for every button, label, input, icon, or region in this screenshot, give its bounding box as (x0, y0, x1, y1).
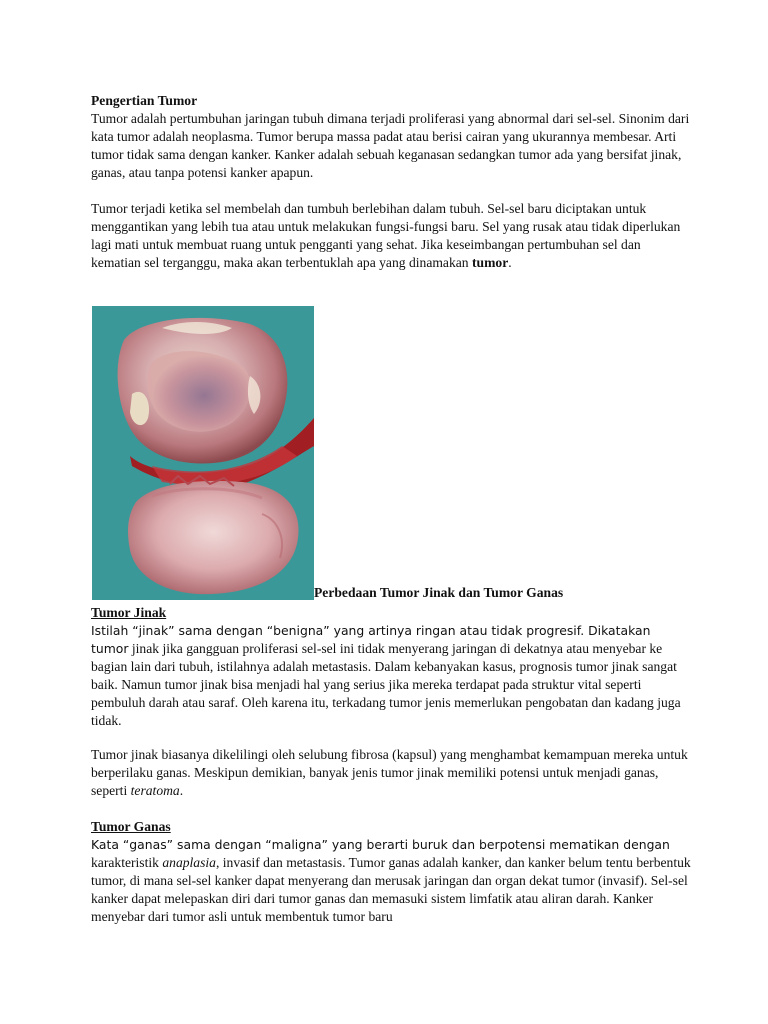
paragraph-ganas-1 (91, 836, 691, 926)
figure (92, 306, 732, 600)
paragraph-ganas-1-lead: Kata “ganas” sama dengan “maligna” yang berarti buruk dan berpotensi mematikan dengan (91, 837, 670, 852)
paragraph-cause-end: . (508, 255, 512, 270)
paragraph-jinak-2-end: . (179, 783, 184, 798)
tumor-specimen-photo (92, 306, 314, 600)
paragraph-jinak-2 (91, 746, 691, 800)
heading-pengertian-tumor: Pengertian Tumor (91, 93, 198, 108)
section-tumor-jinak-2 (91, 746, 691, 800)
heading-tumor-ganas: Tumor Ganas (91, 819, 171, 834)
section-tumor-ganas (91, 818, 691, 926)
paragraph-jinak-1 (91, 622, 691, 730)
italic-term-anaplasia: anaplasia (162, 855, 216, 870)
paragraph-jinak-2-text: Tumor jinak biasanya dikelilingi oleh selubung fibrosa (kapsul) yang menghambat kemampuan mereka untuk berperilaku ganas. Meskipun demikian, banyak jenis tumor jinak memiliki potensi untuk menjadi ganas, seperti (91, 747, 688, 798)
paragraph-jinak-1-lead: Istilah “jinak” sama dengan “benigna” yang artinya ringan atau tidak progresif. Dikatakan tumor (91, 623, 651, 656)
paragraph-ganas-1-rest: , invasif dan metastasis. Tumor ganas adalah kanker, dan kanker belum tentu berbentuk tumor, di mana sel-sel kanker dapat menyerang dan merusak jaringan dan organ dekat tumor (invasif). Sel-sel kanker dapat melepaskan diri dari tumor ganas dan memasuki sistem limfatik atau aliran darah. Kanker menyebar dari tumor asli untuk membentuk tumor baru (91, 855, 691, 924)
figure-caption: Perbedaan Tumor Jinak dan Tumor Ganas (314, 585, 564, 600)
bold-term-tumor: tumor (471, 255, 509, 270)
paragraph-cause-text: Tumor terjadi ketika sel membelah dan tumbuh berlebihan dalam tubuh. Sel-sel baru diciptakan untuk menggantikan yang lebih tua atau untuk melakukan fungsi-fungsi baru. Sel yang rusak atau tidak diperlukan lagi mati untuk membuat ruang untuk pengganti yang sehat. Jika keseimbangan pertumbuhan sel dan kematian sel terganggu, maka akan terbentuklah apa yang dinamakan (91, 201, 681, 270)
heading-tumor-jinak: Tumor Jinak (91, 605, 167, 620)
section-tumor-jinak (91, 604, 691, 730)
paragraph-ganas-1-pre: karakteristik (91, 855, 163, 870)
paragraph-cause (91, 200, 691, 272)
section-pengertian-2 (91, 200, 691, 272)
section-pengertian (91, 92, 691, 182)
paragraph-jinak-1-rest: jinak jika gangguan proliferasi sel-sel ini tidak menyerang jaringan di dekatnya atau menyebar ke bagian lain dari tubuh, istilahnya adalah metastasis. Dalam kebanyakan kasus, prognosis tumor jinak sangat baik. Namun tumor jinak bisa menjadi hal yang serius jika mereka terdapat pada struktur vital seperti pembuluh darah atau saraf. Oleh karena itu, terkadang tumor jenis memerlukan pengobatan dan kadang juga tidak. (91, 641, 681, 728)
paragraph-definition: Tumor adalah pertumbuhan jaringan tubuh dimana terjadi proliferasi yang abnormal dari sel-sel. Sinonim dari kata tumor adalah neoplasma. Tumor berupa massa padat atau berisi cairan yang ukurannya membesar. Arti tumor tidak sama dengan kanker. Kanker adalah sebuah keganasan sedangkan tumor ada yang bersifat jinak, ganas, atau tanpa potensi kanker apapun. (91, 111, 690, 180)
italic-term-teratoma: teratoma (130, 783, 180, 798)
